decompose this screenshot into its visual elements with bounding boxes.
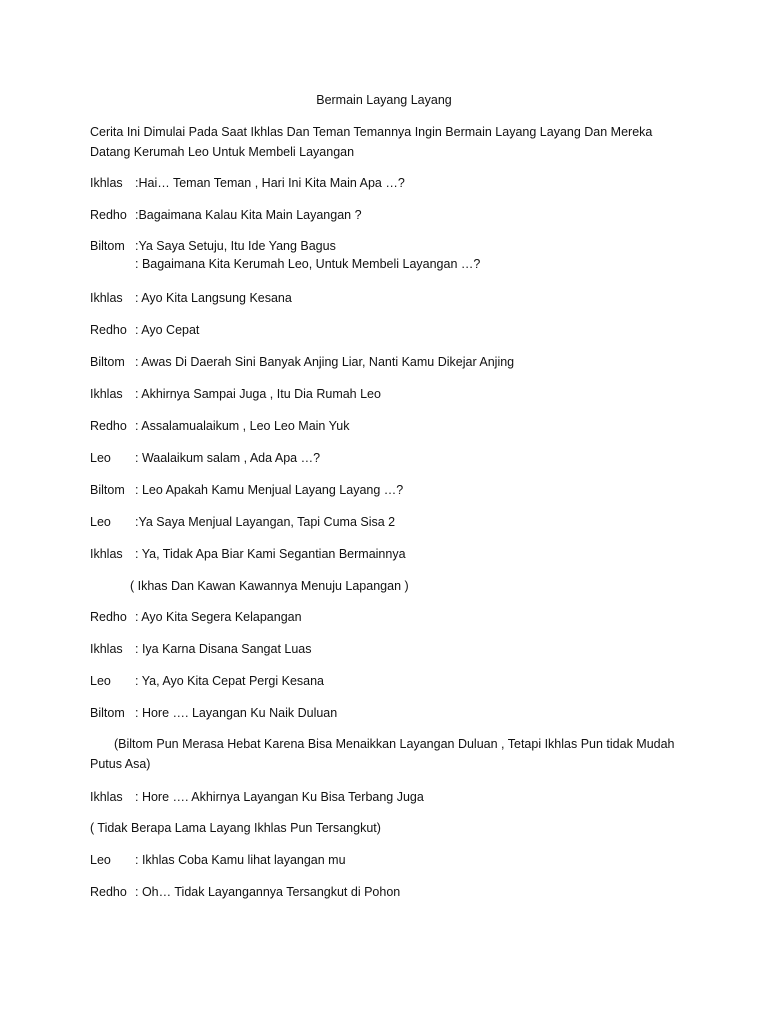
- stage-direction: ( Tidak Berapa Lama Layang Ikhlas Pun Tersangkut): [90, 821, 381, 835]
- intro-paragraph: Cerita Ini Dimulai Pada Saat Ikhlas Dan Teman Temannya Ingin Bermain Layang Layang Dan Mereka Datang Kerumah Leo Untuk Membeli Layangan: [90, 125, 653, 159]
- stage-direction: ( Ikhas Dan Kawan Kawannya Menuju Lapangan ): [130, 579, 409, 593]
- speech-text: : Ayo Kita Langsung Kesana: [135, 291, 292, 305]
- speaker-name: Ikhlas: [90, 790, 123, 804]
- speech-text: : Awas Di Daerah Sini Banyak Anjing Liar, Nanti Kamu Dikejar Anjing: [135, 355, 515, 369]
- speaker-name: Biltom: [90, 706, 125, 720]
- speech-text-continued: : Bagaimana Kita Kerumah Leo, Untuk Membeli Layangan …?: [135, 257, 481, 271]
- speech-text: : Leo Apakah Kamu Menjual Layang Layang …?: [135, 483, 404, 497]
- speech-text: :Ya Saya Setuju, Itu Ide Yang Bagus: [135, 239, 336, 253]
- document-title: Bermain Layang Layang: [316, 93, 452, 107]
- speaker-name: Ikhlas: [90, 642, 123, 656]
- speech-text: : Ikhlas Coba Kamu lihat layangan mu: [135, 853, 346, 867]
- speech-text: : Assalamualaikum , Leo Leo Main Yuk: [135, 419, 350, 433]
- speaker-name: Redho: [90, 885, 127, 899]
- speaker-name: Ikhlas: [90, 176, 123, 190]
- speech-text: : Oh… Tidak Layangannya Tersangkut di Pohon: [135, 885, 401, 899]
- speaker-name: Biltom: [90, 239, 125, 253]
- speaker-name: Leo: [90, 515, 111, 529]
- speaker-name: Biltom: [90, 355, 125, 369]
- speech-text: : Ayo Kita Segera Kelapangan: [135, 610, 302, 624]
- speaker-name: Leo: [90, 451, 111, 465]
- speaker-name: Leo: [90, 674, 111, 688]
- speaker-name: Ikhlas: [90, 547, 123, 561]
- speech-text: : Ya, Tidak Apa Biar Kami Segantian Bermainnya: [135, 547, 406, 561]
- narration-paragraph: (Biltom Pun Merasa Hebat Karena Bisa Menaikkan Layangan Duluan , Tetapi Ikhlas Pun tidak Mudah Putus Asa): [90, 737, 675, 771]
- speech-text: : Ya, Ayo Kita Cepat Pergi Kesana: [135, 674, 325, 688]
- speech-text: :Bagaimana Kalau Kita Main Layangan ?: [135, 208, 362, 222]
- speech-text: : Ayo Cepat: [135, 323, 200, 337]
- speech-text: : Waalaikum salam , Ada Apa …?: [135, 451, 321, 465]
- speaker-name: Leo: [90, 853, 111, 867]
- speaker-name: Biltom: [90, 483, 125, 497]
- speaker-name: Ikhlas: [90, 387, 123, 401]
- speech-text: : Hore …. Akhirnya Layangan Ku Bisa Terbang Juga: [135, 790, 424, 804]
- speech-text: : Iya Karna Disana Sangat Luas: [135, 642, 312, 656]
- speech-text: : Akhirnya Sampai Juga , Itu Dia Rumah Leo: [135, 387, 381, 401]
- speaker-name: Redho: [90, 208, 127, 222]
- speaker-name: Redho: [90, 323, 127, 337]
- speech-text: :Hai… Teman Teman , Hari Ini Kita Main Apa …?: [135, 176, 405, 190]
- speaker-name: Ikhlas: [90, 291, 123, 305]
- speech-text: :Ya Saya Menjual Layangan, Tapi Cuma Sisa 2: [135, 515, 396, 529]
- speaker-name: Redho: [90, 610, 127, 624]
- speaker-name: Redho: [90, 419, 127, 433]
- speech-text: : Hore …. Layangan Ku Naik Duluan: [135, 706, 338, 720]
